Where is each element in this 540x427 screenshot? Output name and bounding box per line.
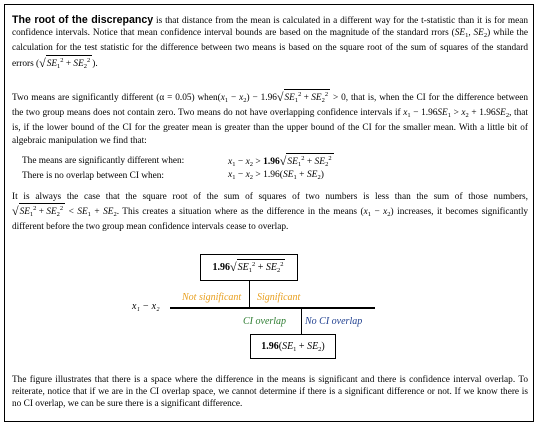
sqrt-sum-squares-math: $√SE_1^2 + SE_2^2$ [39, 55, 91, 70]
equation-label-no-overlap: There is no overlap between CI when: [22, 171, 164, 181]
equation-label-significant: The means are significantly different when: [22, 156, 185, 166]
equation-row-no-overlap [12, 170, 164, 182]
label-no-ci-overlap: No CI overlap [305, 316, 363, 327]
para3-text-2: . This creates a situation where as the difference in the means [116, 207, 361, 218]
significance-threshold-line [249, 281, 250, 307]
paragraph-discrepancy [12, 14, 528, 72]
para2-text-3: , that is, if the lower bound of the CI for the greater mean is greater than the upper bound of the CI for the smaller mean. With a little bit of algebraic manipulation we find that: [12, 108, 528, 146]
label-ci-overlap: CI overlap [243, 316, 287, 327]
para2-text-2: , that is, when the CI for the difference between the two group means does not contain zero. Two means do not have overlapping confidence intervals if [12, 93, 528, 119]
significance-threshold-box: $1.96√SE_1^2 + SE_2^2$ [200, 254, 298, 281]
equation-significant-math: $x_1 - x_2 > 1.96√SE_1^2 + SE_2^2$ [228, 154, 332, 168]
overlap-condition-math: $x_1 - 1.96SE_1 > x_2 + 1.96SE_2$ [403, 108, 510, 120]
para1-text-3: ). [92, 58, 98, 69]
paragraph-conclusion: The figure illustrates that there is a space where the difference in the means is significant and there is confidence interval overlap. To reiterate, notice that if we are in the CI overlap space, we cannot determine if there is a significant difference or not. If we know there is no CI overlap, we can be sure there is a significant difference. [12, 375, 528, 410]
paragraph-significance [12, 89, 528, 147]
significance-condition-math: $(x_1 - x_2) - 1.96√SE_1^2 + SE_2^2 > 0$ [217, 90, 346, 104]
equation-row-significant [12, 155, 184, 167]
lead-heading: The root of the discrepancy [12, 14, 154, 26]
para1-text-2: ) while the calculation for the test statistic for the difference between two means is based on the square root of the sum of squares of the standard errors ( [12, 28, 528, 69]
label-significant: Significant [257, 292, 301, 303]
overlap-threshold-line [301, 307, 302, 334]
inequality-math: $√SE_1^2 + SE_2^2 < SE_1 + SE_2$ [12, 204, 117, 219]
para3-text-1: It is always the case that the square root of the sum of squares of two numbers is less than the sum of those numbers, [12, 192, 528, 202]
para3-text-3: increases, it becomes significantly different before the two group mean confidence intervals cease to overlap. [12, 207, 529, 233]
label-not-significant: Not significant [182, 292, 242, 303]
para2-text-1: Two means are significantly different (α = 0.05) when [12, 93, 218, 103]
se-pair-math: $SE_1$, $SE_2$ [454, 28, 488, 40]
axis-label-mean-difference: x₁ − x₂ [132, 301, 160, 312]
paragraph-inequality [12, 191, 528, 234]
mean-difference-math: $(x_1 - x_2)$ [360, 207, 394, 219]
para1-text-1: is that distance from the mean is calculated in a different way for the t-statistic than it is for mean confidence intervals. Notice that mean confidence interval bounds are based on the magnitude of the standard rrors ( [12, 16, 528, 39]
equation-no-overlap-math: $x_1 - x_2 > 1.96(SE_1 + SE_2)$ [228, 170, 324, 181]
overlap-threshold-box: $1.96(SE_1 + SE_2)$ [250, 334, 336, 359]
mean-difference-axis [170, 307, 375, 309]
